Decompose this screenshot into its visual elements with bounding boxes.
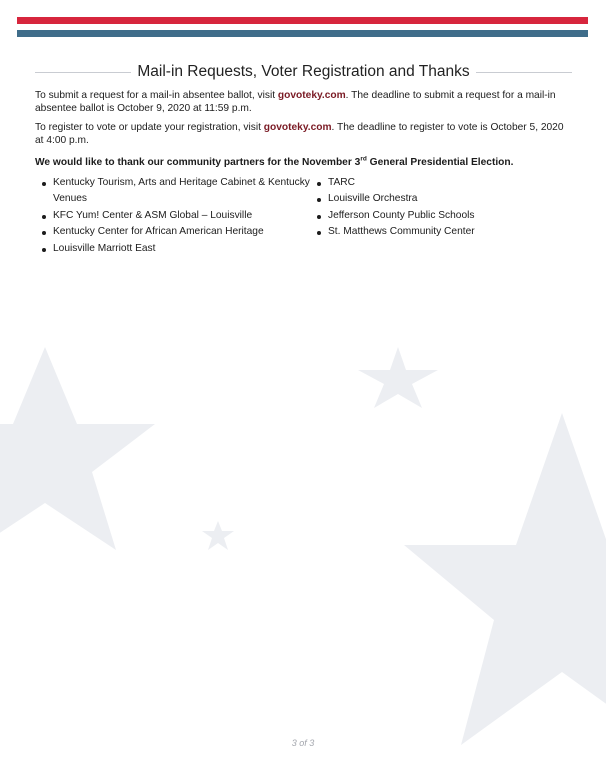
main-content xyxy=(35,60,572,257)
list-item xyxy=(35,175,310,208)
partner-name: Louisville Marriott East xyxy=(53,242,156,254)
bullet-icon xyxy=(42,182,46,186)
header-stripe-red xyxy=(17,17,588,24)
partner-list-left xyxy=(35,175,310,258)
star-left-large xyxy=(0,347,155,550)
partner-name: Jefferson County Public Schools xyxy=(328,209,475,221)
bullet-icon xyxy=(42,215,46,219)
registration-text-before: To register to vote or update your registration, visit xyxy=(35,122,264,133)
bullet-icon xyxy=(317,198,321,202)
mail-in-text-before: To submit a request for a mail-in absentee ballot, visit xyxy=(35,90,278,101)
mail-in-paragraph xyxy=(35,90,572,115)
govoteky-link-2[interactable]: govoteky.com xyxy=(263,122,332,133)
title-rule-right xyxy=(476,72,572,73)
mail-in-text-after: . The deadline to submit a request for a mail-in absentee ballot is October 9, 2020 at 11:59 p.m. xyxy=(35,90,556,114)
thanks-text-before: We would like to thank our community partners for the November 3 xyxy=(35,157,361,168)
list-item xyxy=(35,208,310,225)
bullet-icon xyxy=(317,182,321,186)
thanks-text-after: General Presidential Election. xyxy=(366,157,514,168)
partner-name: Louisville Orchestra xyxy=(328,193,418,205)
partner-list-right xyxy=(310,175,560,258)
govoteky-link-1[interactable]: govoteky.com xyxy=(277,90,346,101)
list-item xyxy=(310,208,560,225)
registration-text-after: . The deadline to register to vote is October 5, 2020 at 4:00 p.m. xyxy=(35,122,564,146)
thanks-heading xyxy=(35,157,572,170)
partner-name: St. Matthews Community Center xyxy=(328,226,475,238)
registration-paragraph xyxy=(35,122,572,147)
list-item xyxy=(35,241,310,258)
list-item xyxy=(310,191,560,208)
partner-lists xyxy=(35,175,572,258)
partner-name: KFC Yum! Center & ASM Global – Louisville xyxy=(53,209,253,221)
section-title: Mail-in Requests, Voter Registration and Thanks xyxy=(137,63,470,80)
bullet-icon xyxy=(317,215,321,219)
header-stripe-blue xyxy=(17,30,588,37)
star-center xyxy=(358,347,438,408)
bullet-icon xyxy=(42,248,46,252)
list-item xyxy=(310,175,560,192)
star-right-large xyxy=(404,413,606,745)
section-header xyxy=(35,60,572,84)
list-item xyxy=(35,224,310,241)
bullet-icon xyxy=(42,231,46,235)
list-item xyxy=(310,224,560,241)
star-small xyxy=(202,521,234,550)
bullet-icon xyxy=(317,231,321,235)
partner-name: Kentucky Tourism, Arts and Heritage Cabinet & Kentucky Venues xyxy=(53,176,310,205)
title-rule-left xyxy=(35,72,131,73)
partner-name: Kentucky Center for African American Heritage xyxy=(53,226,264,238)
thanks-ordinal: rd xyxy=(360,155,367,163)
partner-name: TARC xyxy=(328,176,355,188)
page-number: 3 of 3 xyxy=(291,738,315,748)
